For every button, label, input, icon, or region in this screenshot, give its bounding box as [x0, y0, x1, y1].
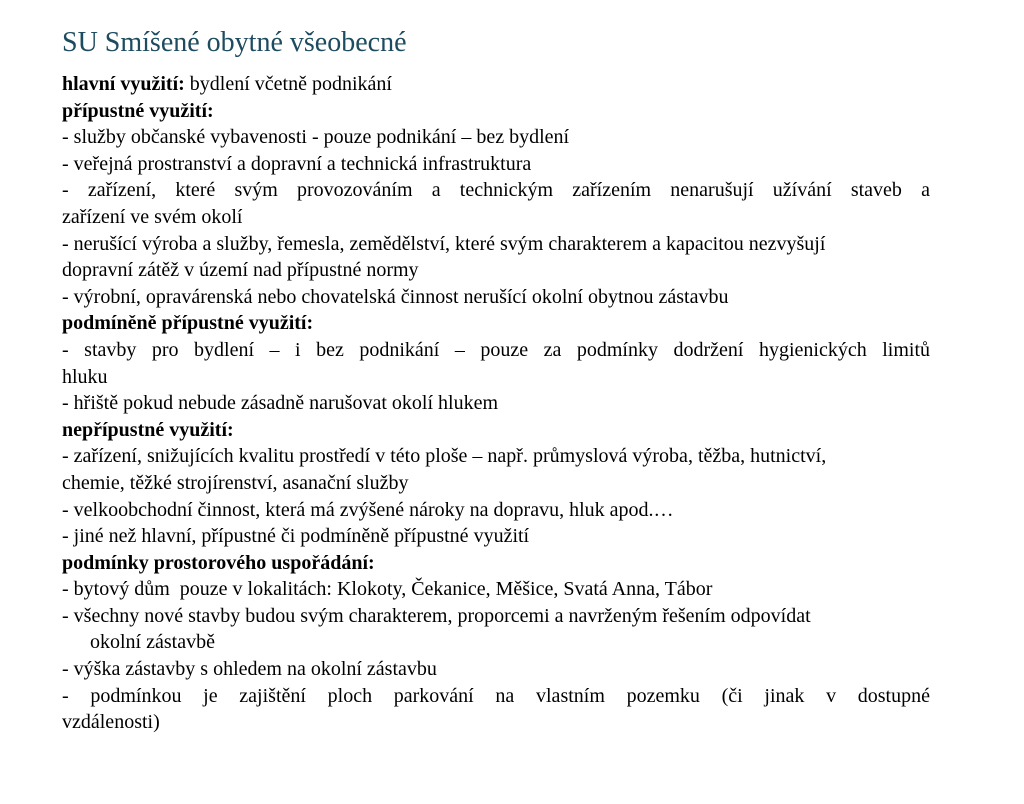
list-item: - zařízení, snižujících kvalitu prostředí v této ploše – např. průmyslová výroba, těžba, hutnictví,: [62, 445, 827, 468]
list-item-continuation: dopravní zátěž v území nad přípustné normy: [62, 259, 419, 282]
list-item: - zařízení, které svým provozováním a technickým zařízením nenarušují užívání staveb a: [62, 179, 930, 202]
list-item: - výška zástavby s ohledem na okolní zástavbu: [62, 658, 437, 681]
list-item-continuation: vzdálenosti): [62, 711, 160, 734]
section-conditional-use: [62, 310, 930, 416]
list-item: - všechny nové stavby budou svým charakterem, proporcemi a navrženým řešením odpovídat: [62, 604, 811, 627]
list-item: - bytový dům pouze v lokalitách: Klokoty, Čekanice, Měšice, Svatá Anna, Tábor: [62, 578, 713, 601]
section-impermissible-use: [62, 417, 930, 550]
page-title: SU Smíšené obytné všeobecné: [62, 27, 407, 58]
list-item-continuation: okolní zástavbě: [90, 631, 215, 654]
list-item: - veřejná prostranství a dopravní a technická infrastruktura: [62, 152, 532, 175]
section-heading-spatial: podmínky prostorového uspořádání:: [62, 551, 375, 574]
list-item: - podmínkou je zajištění ploch parkování na vlastním pozemku (či jinak v dostupné: [62, 684, 930, 707]
list-item: - jiné než hlavní, přípustné či podmíněně přípustné využití: [62, 525, 530, 548]
list-item: - výrobní, opravárenská nebo chovatelská činnost nerušící okolní obytnou zástavbu: [62, 285, 729, 308]
list-item-continuation: zařízení ve svém okolí: [62, 205, 243, 228]
list-item: - velkoobchodní činnost, která má zvýšené nároky na dopravu, hluk apod.…: [62, 498, 674, 521]
list-item: - služby občanské vybavenosti - pouze podnikání – bez bydlení: [62, 126, 570, 149]
section-heading-conditional: podmíněně přípustné využití:: [62, 312, 314, 335]
main-use-text: bydlení včetně podnikání: [184, 73, 392, 95]
list-item-continuation: chemie, těžké strojírenství, asanační služby: [62, 471, 409, 494]
main-use-label: hlavní využití:: [62, 73, 185, 95]
list-item: - nerušící výroba a služby, řemesla, zemědělství, které svým charakterem a kapacitou nezvyšují: [62, 232, 826, 255]
main-use-line: [62, 71, 930, 98]
section-heading-permitted: přípustné využití:: [62, 99, 214, 122]
section-heading-impermissible: nepřípustné využití:: [62, 418, 234, 441]
list-item: - stavby pro bydlení – i bez podnikání – pouze za podmínky dodržení hygienických limitů: [62, 338, 930, 361]
list-item: - hřiště pokud nebude zásadně narušovat okolí hlukem: [62, 392, 498, 415]
list-item-continuation: hluku: [62, 365, 108, 388]
section-spatial-conditions: [62, 550, 930, 736]
section-permitted-use: [62, 98, 930, 311]
